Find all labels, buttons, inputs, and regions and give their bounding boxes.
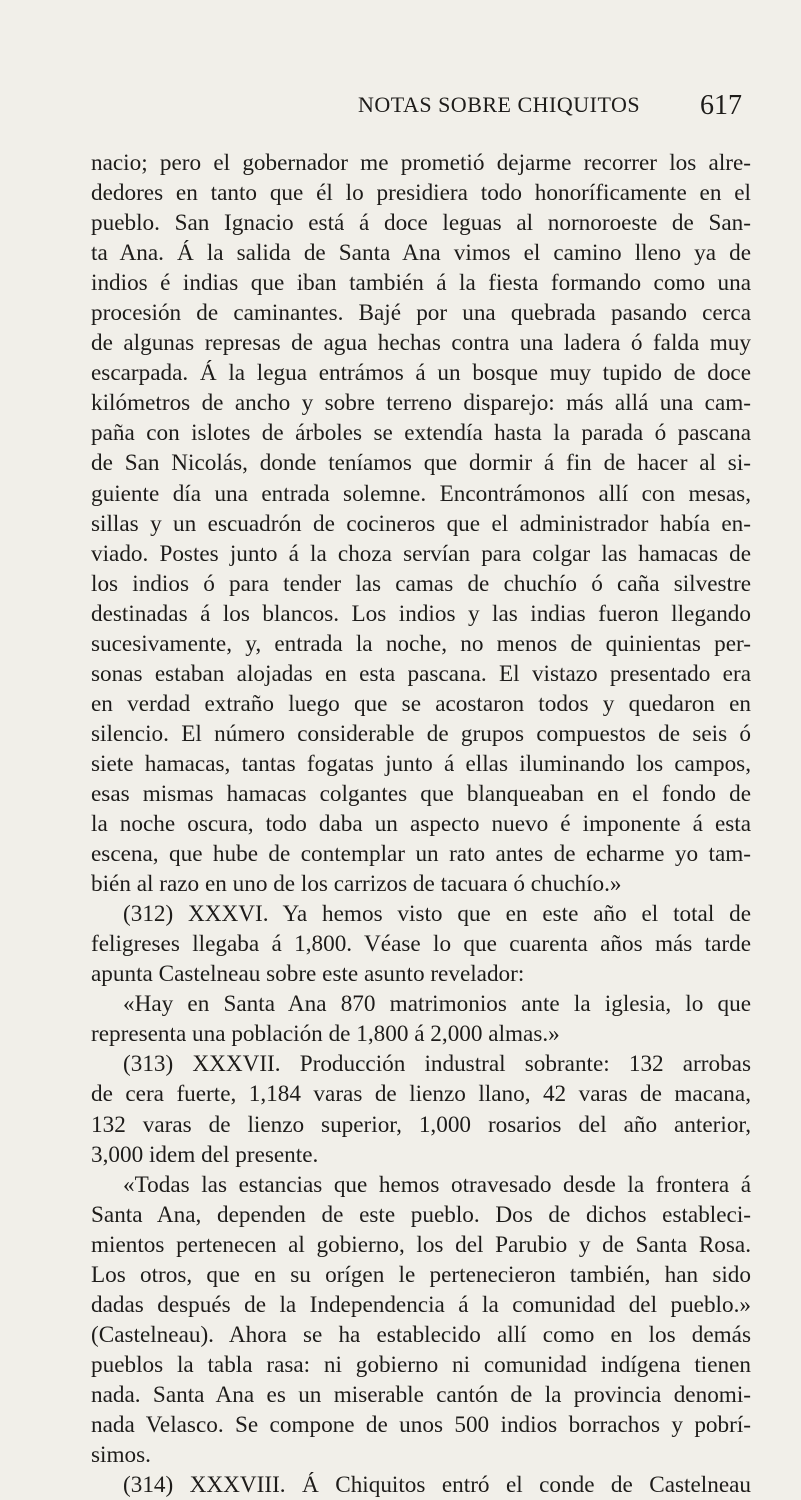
text-line: Santa Ana, dependen de este pueblo. Dos de dichos estableci- <box>91 1201 751 1228</box>
text-line: siete hamacas, tantas fogatas junto á ellas iluminando los campos, <box>91 750 751 777</box>
text-line: de cera fuerte, 1,184 varas de lienzo llano, 42 varas de macana, <box>91 1081 751 1108</box>
text-line: pueblos la tabla rasa: ni gobierno ni comunidad indígena tienen <box>91 1351 751 1378</box>
text-line: (314) XXXVIII. Á Chiquitos entró el conde de Castelneau <box>123 1472 751 1499</box>
text-line: escena, que hube de contemplar un rato antes de echarme yo tam- <box>91 841 751 868</box>
text-line: en verdad extraño luego que se acostaron todos y quedaron en <box>91 690 751 717</box>
text-line: simos. <box>91 1442 151 1469</box>
text-line: feligreses llegaba á 1,800. Véase lo que cuarenta años más tarde <box>91 931 751 958</box>
text-line: de San Nicolás, donde teníamos que dormir á fin de hacer al si- <box>91 450 751 477</box>
text-line: viado. Postes junto á la choza servían para colgar las hamacas de <box>91 540 751 567</box>
text-line: bién al razo en uno de los carrizos de tacuara ó chuchío.» <box>91 871 622 898</box>
text-line: dedores en tanto que él lo presidiera todo honoríficamente en el <box>91 180 751 207</box>
page-number: 617 <box>700 90 742 121</box>
text-line: sillas y un escuadrón de cocineros que el administrador había en- <box>91 510 751 537</box>
body-text <box>91 148 751 1500</box>
text-line: apunta Castelneau sobre este asunto revelador: <box>91 961 525 988</box>
text-line: dadas después de la Independencia á la comunidad del pueblo.» <box>91 1291 751 1318</box>
text-line: sonas estaban alojadas en esta pascana. El vistazo presentado era <box>91 660 751 687</box>
text-line: (Castelneau). Ahora se ha establecido allí como en los demás <box>91 1321 751 1348</box>
page-header <box>0 92 801 132</box>
text-line: 3,000 idem del presente. <box>91 1141 319 1168</box>
text-line: esas mismas hamacas colgantes que blanqueaban en el fondo de <box>91 780 751 807</box>
text-line: kilómetros de ancho y sobre terreno disparejo: más allá una cam- <box>91 390 751 417</box>
text-line: escarpada. Á la legua entrámos á un bosque muy tupido de doce <box>91 360 751 387</box>
text-line: indios é indias que iban también á la fiesta formando como una <box>91 270 751 297</box>
text-line: la noche oscura, todo daba un aspecto nuevo é imponente á esta <box>91 811 751 838</box>
text-line: «Todas las estancias que hemos otravesado desde la frontera á <box>123 1171 751 1198</box>
text-line: los indios ó para tender las camas de chuchío ó caña silvestre <box>91 570 751 597</box>
text-line: ta Ana. Á la salida de Santa Ana vimos el camino lleno ya de <box>91 240 751 267</box>
text-line: (312) XXXVI. Ya hemos visto que en este año el total de <box>123 901 751 928</box>
text-line: «Hay en Santa Ana 870 matrimonios ante la iglesia, lo que <box>123 991 751 1018</box>
text-line: pueblo. San Ignacio está á doce leguas al nornoroeste de San- <box>91 210 751 237</box>
text-line: procesión de caminantes. Bajé por una quebrada pasando cerca <box>91 300 751 327</box>
text-line: silencio. El número considerable de grupos compuestos de seis ó <box>91 720 751 747</box>
text-line: nada. Santa Ana es un miserable cantón de la provincia denomi- <box>91 1381 751 1408</box>
text-line: representa una población de 1,800 á 2,000 almas.» <box>91 1021 560 1048</box>
text-line: (313) XXXVII. Producción industral sobrante: 132 arrobas <box>123 1051 751 1078</box>
text-line: paña con islotes de árboles se extendía hasta la parada ó pascana <box>91 420 751 447</box>
text-line: Los otros, que en su orígen le pertenecieron también, han sido <box>91 1261 751 1288</box>
text-line: de algunas represas de agua hechas contra una ladera ó falda muy <box>91 330 751 357</box>
running-title: NOTAS SOBRE CHIQUITOS <box>358 92 641 117</box>
text-line: nada Velasco. Se compone de unos 500 indios borrachos y pobrí- <box>91 1411 751 1438</box>
text-line: nacio; pero el gobernador me prometió dejarme recorrer los alre- <box>91 150 751 176</box>
text-line: mientos pertenecen al gobierno, los del Parubio y de Santa Rosa. <box>91 1231 751 1258</box>
text-line: destinadas á los blancos. Los indios y las indias fueron llegando <box>91 600 751 627</box>
text-line: guiente día una entrada solemne. Encontrámonos allí con mesas, <box>91 480 751 507</box>
text-line: 132 varas de lienzo superior, 1,000 rosarios del año anterior, <box>91 1111 751 1138</box>
text-line: sucesivamente, y, entrada la noche, no menos de quinientas per- <box>91 630 751 657</box>
